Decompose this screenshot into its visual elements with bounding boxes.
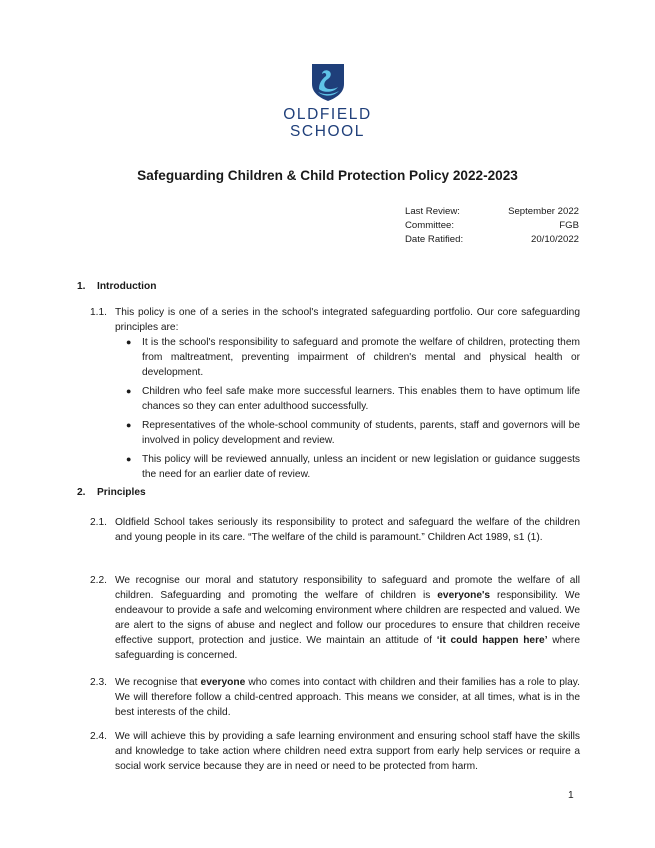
paragraph-2-1 [90, 515, 580, 545]
principles-list [126, 335, 580, 482]
list-item: ● Children who feel safe make more successful learners. This enables them to have optimum life chances so they can enter adulthood successfully. [126, 386, 580, 412]
section-title: Principles [97, 487, 146, 498]
paragraph-text: This policy is one of a series in the school's integrated safeguarding portfolio. Our core safeguarding principles are: [115, 307, 580, 333]
paragraph-number: 2.2. [90, 575, 107, 586]
bullet-icon: ● [126, 386, 132, 396]
meta-label: Date Ratified: [405, 234, 464, 245]
meta-row [405, 219, 579, 233]
review-metadata [405, 205, 579, 247]
paragraph-text: We recognise that everyone who comes into contact with children and their families has a role to play. We will therefore follow a child-centred approach. This means we consider, at all times, what is in the best interests of the child. [115, 677, 580, 718]
school-logo [0, 62, 655, 140]
logo-text-line2: SCHOOL [289, 123, 366, 140]
paragraph-number: 2.3. [90, 677, 107, 688]
section-number: 1. [77, 281, 86, 292]
paragraph-text: Oldfield School takes seriously its responsibility to protect and safeguard the welfare of the children and young people in its care. “The welfare of the child is paramount.” Children Act 1989, s1 (1). [115, 517, 580, 543]
emphasis: everyone [200, 677, 246, 688]
meta-label: Last Review: [405, 206, 460, 217]
meta-value: September 2022 [508, 206, 579, 217]
meta-value: FGB [559, 220, 579, 231]
list-item: ● Representatives of the whole-school community of students, parents, staff and governors will be involved in policy development and review. [126, 420, 580, 446]
section-heading-introduction [77, 281, 156, 292]
meta-row [405, 205, 579, 219]
bullet-icon: ● [126, 337, 132, 347]
document-title: Safeguarding Children & Child Protection Policy 2022-2023 [137, 168, 518, 183]
bullet-icon: ● [126, 420, 132, 430]
paragraph-number: 2.4. [90, 731, 107, 742]
section-heading-principles [77, 487, 146, 498]
paragraph-text: We recognise our moral and statutory responsibility to safeguard and promote the welfare of all children. Safeguarding and promoting the welfare of children is everyone's responsibility. We endeavour to provide a safe and welcoming environment where children are respected and valued. We are alert to the signs of abuse and neglect and follow our procedures to ensure that children receive effective support, protection and justice. We maintain an attitude of ‘it could happen here’ where safeguarding is concerned. [115, 575, 580, 661]
meta-value: 20/10/2022 [530, 234, 579, 245]
paragraph-2-2 [90, 573, 580, 663]
list-item: ● It is the school's responsibility to safeguard and promote the welfare of children, protecting them from maltreatment, preventing impairment of children's mental and physical health or development. [126, 337, 580, 378]
section-title: Introduction [97, 281, 157, 292]
logo-text-line1: OLDFIELD [283, 106, 372, 123]
paragraph-2-4 [90, 729, 580, 774]
paragraph-number: 1.1. [90, 307, 107, 318]
list-item: ● This policy will be reviewed annually, unless an incident or new legislation or guidance suggests the need for an earlier date of review. [126, 454, 580, 480]
paragraph-text: We will achieve this by providing a safe learning environment and ensuring school staff have the skills and knowledge to take action where children need extra support from early help services or require a social work service because they are in need or need to be protected from harm. [115, 731, 580, 772]
swan-crest-icon [310, 62, 346, 102]
meta-label: Committee: [405, 220, 455, 231]
bullet-icon: ● [126, 454, 132, 464]
emphasis: everyone's [437, 590, 491, 601]
paragraph-number: 2.1. [90, 517, 107, 528]
paragraph-1-1 [90, 305, 580, 486]
emphasis: ‘it could happen here’ [436, 635, 548, 646]
paragraph-2-3 [90, 675, 580, 720]
section-number: 2. [77, 487, 86, 498]
page-number: 1 [568, 790, 574, 801]
meta-row [405, 233, 579, 247]
